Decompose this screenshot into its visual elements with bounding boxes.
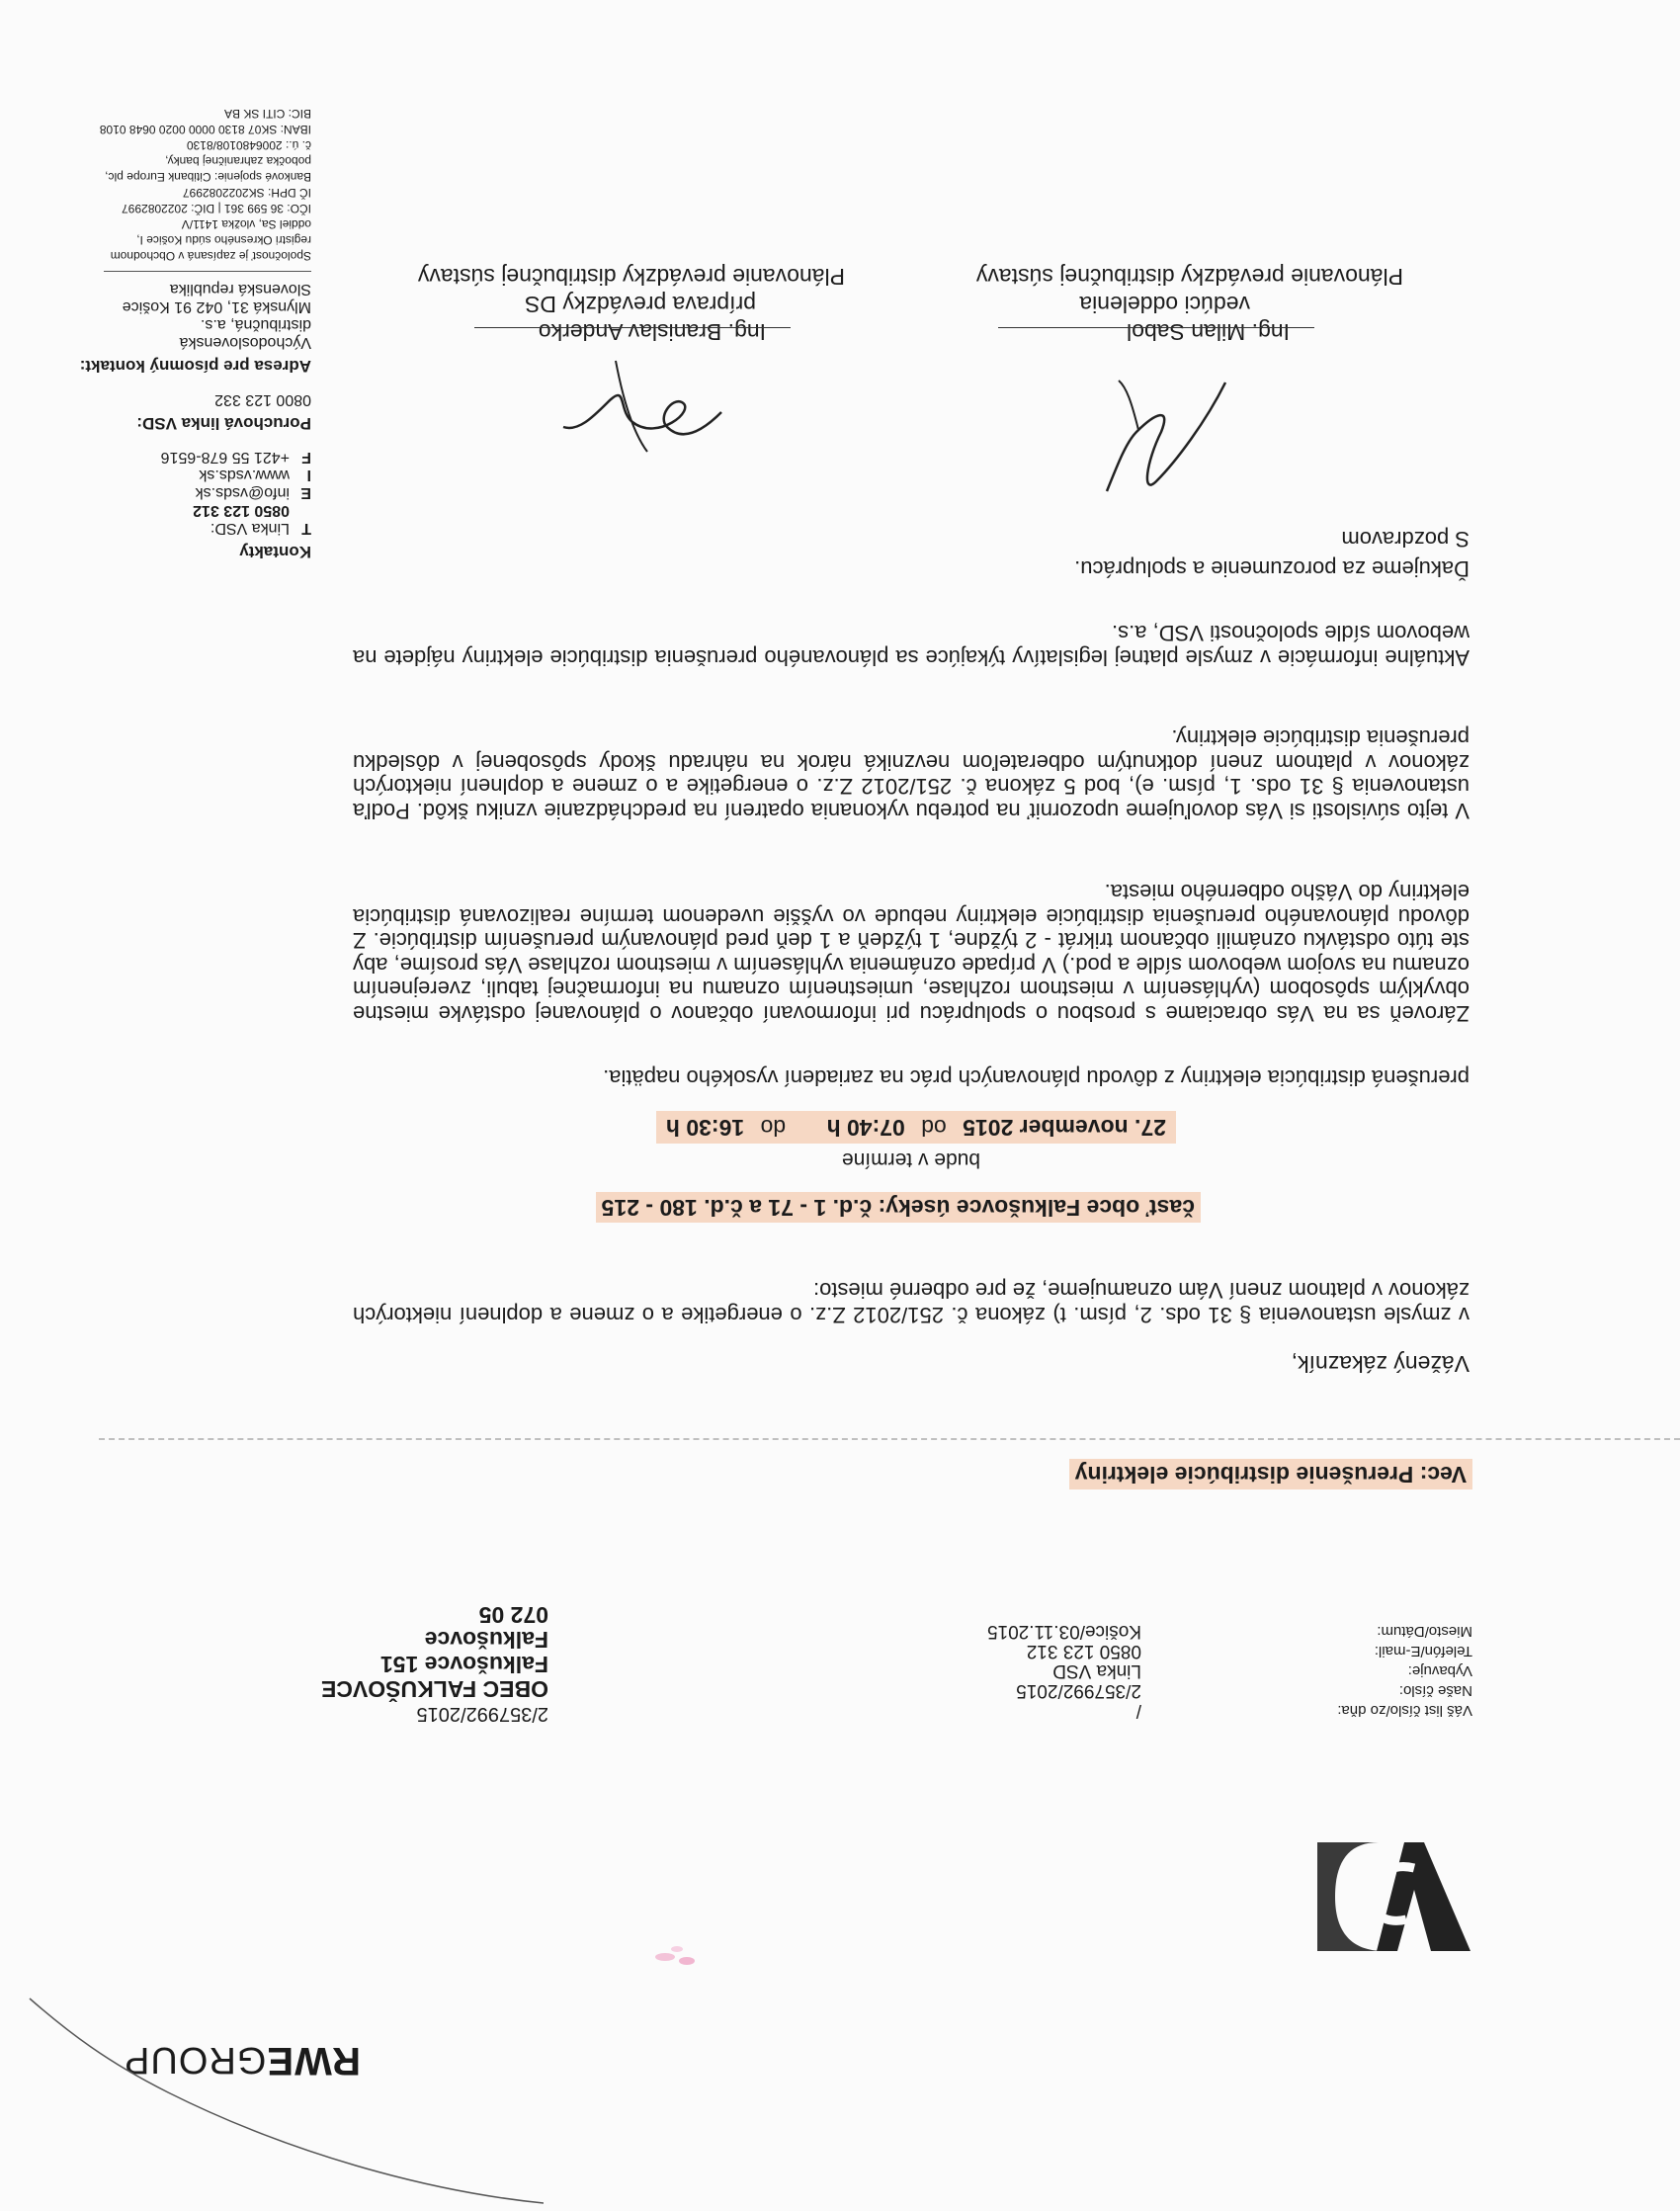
thanks-line: Ďakujeme za porozumenie a spoluprácu. xyxy=(1074,556,1470,581)
legal-line: IČ DPH: SK2022082997 xyxy=(182,186,311,200)
legal-line: IČO: 36 599 361 | DIČ: 2022082997 xyxy=(122,202,311,215)
contact-phone-value: 0850 123 312 xyxy=(193,502,290,519)
closing-line: S pozdravom xyxy=(1341,527,1470,552)
phone-value: 0850 123 312 xyxy=(1026,1641,1141,1661)
greeting: Vážený zákazník, xyxy=(1291,1351,1470,1377)
reason-text: prerušená distribúcia elektriny z dôvodu plánovaných prác na zariadení vysokého napätia. xyxy=(603,1065,1470,1090)
signature-sabol-icon xyxy=(1087,373,1235,501)
your-letter-value: / xyxy=(1135,1700,1141,1721)
legal-line: Bankové spojenie: Citibank Europe plc, xyxy=(105,170,311,184)
term-to: 16:30 h xyxy=(665,1115,745,1141)
pen-stroke-icon xyxy=(0,1994,544,2211)
rwe-group-logo: RWEGROUP xyxy=(124,2039,361,2083)
recipient-name: OBEC FALKUŠOVCE xyxy=(320,1676,548,1702)
contacts-divider xyxy=(104,271,311,272)
vsd-logo-icon xyxy=(1312,1835,1475,1959)
damage-notice-paragraph: V tejto súvislosti si Vás dovoľujeme upozorniť na potrebu vykonania opatrení na predchádzanie vzniku škôd. Podľa ustanovenia § 31 ods. 1, písm. e), bod 5 zákona č. 251/2012 Z.z. o energetike a o zmene a doplnení niektorých zákonov v platnom znení dotknutým odberateľom nevzniká nárok na náhradu škody spôsobenej v dôsledku prerušenia distribúcie elektriny. xyxy=(353,725,1470,823)
signatory-1-name: Ing. Milan Sabol xyxy=(1127,319,1290,345)
legal-line: oddiel Sa, vložka 1411/V xyxy=(181,217,311,231)
affected-section: časť obce Falkušovce úseky: č.d. 1 - 71 a č.d. 180 - 215 xyxy=(596,1192,1201,1223)
contact-web: I www.vsds.sk xyxy=(199,467,311,483)
intro-paragraph: v zmysle ustanovenia § 31 ods. 2, písm. t) zákona č. 251/2012 Z.z. o energetike a o zmene a doplnení niektorých zákonov v platnom znení Vám oznamujeme, že pre odberné miesto: xyxy=(353,1278,1470,1327)
address-line: Slovenská republika xyxy=(169,281,311,298)
cooperation-paragraph: Zároveň sa na Vás obraciame s prosbou o spoluprácu pri informovaní občanov o plánovanej odstávke miestne obvyklým spôsobom (vyhlásením v miestnom rozhlase, umiestnením oznamu na informačnej tabuli, zverejnením oznamu na svojom webovom sídle a pod.) V prípade oznámenia vyhlásením v miestnom rozhlase Vás prosíme, aby ste túto odstávku oznámili občanom trikrát - 2 týždne, 1 týždeň a 1 deň pred plánovaným prerušením distribúcie. Z dôvodu plánovaného prerušenia distribúcie elektriny nebude vo vyššie uvedenom termíne realizovaná distribúcia elektriny do Vášho odberného miesta. xyxy=(353,880,1470,1026)
legal-line: pobočka zahraničnej banky, xyxy=(165,154,311,168)
pink-stain-icon xyxy=(637,1939,707,1979)
address-line: distribučná, a.s. xyxy=(200,316,311,333)
recipient-street: Falkušovce 151 xyxy=(379,1652,548,1677)
address-heading: Adresa pre písomný kontakt: xyxy=(79,357,311,376)
term-to-label: do xyxy=(760,1115,787,1141)
signatory-1-rule xyxy=(998,327,1314,328)
your-letter-label: Váš list číslo/zo dňa: xyxy=(1337,1702,1472,1719)
signatory-1-role: vedúci oddelenia xyxy=(1079,292,1250,317)
subject-line: Vec: Prerušenie distribúcie elektriny xyxy=(1069,1459,1472,1489)
legal-line: č. ú.: 2006480108/8130 xyxy=(186,138,311,152)
info-paragraph: Aktuálne informácie v zmysle platnej legislatívy týkajúce sa plánovaného prerušenia distribúcie elektriny nájdete na webovom sídle spoločnosti VSD, a.s. xyxy=(353,621,1470,670)
legal-line: BIC: CITI SK BA xyxy=(223,107,311,121)
signatory-2-role: príprava prevádzky DS xyxy=(525,292,756,317)
fold-rule xyxy=(99,1438,1680,1440)
contact-email: E info@vsds.sk xyxy=(195,484,311,501)
legal-line: registri Okresného súdu Košice I, xyxy=(136,233,311,247)
legal-line: Spoločnosť je zapísaná v Obchodnom xyxy=(110,249,311,263)
phone-label: Telefón/E-mail: xyxy=(1374,1643,1472,1659)
place-date-label: Miesto/Dátum: xyxy=(1377,1623,1472,1640)
term-label: bude v termíne xyxy=(841,1148,981,1171)
contacts-heading: Kontakty xyxy=(239,543,311,561)
hotline-value: 0800 123 332 xyxy=(214,391,311,408)
contact-fax: F +421 55 678-6516 xyxy=(160,449,311,466)
recipient-postcode: 072 05 xyxy=(478,1602,548,1628)
address-line: Východoslovenská xyxy=(179,334,311,351)
handled-by-value: Linka VSD xyxy=(1052,1660,1141,1681)
handled-by-label: Vybavuje: xyxy=(1407,1662,1472,1679)
term-from-label: od xyxy=(921,1115,947,1141)
legal-line: IBAN: SK07 8130 0000 0020 0648 0108 xyxy=(99,123,311,136)
hotline-heading: Poruchová linka VSD: xyxy=(136,414,311,433)
signatory-1-department: Plánovanie prevádzky distribučnej sústavy xyxy=(975,264,1403,290)
recipient-ref: 2/357992/2015 xyxy=(416,1703,548,1725)
our-number-label: Naše číslo: xyxy=(1398,1682,1472,1699)
signatory-2-rule xyxy=(474,327,791,328)
recipient-town: Falkušovce xyxy=(424,1627,548,1653)
outage-term xyxy=(656,1111,1176,1144)
place-date-value: Košice/03.11.2015 xyxy=(987,1621,1141,1642)
signatory-2-name: Ing. Branislav Anderko xyxy=(538,319,766,345)
term-date: 27. november 2015 xyxy=(963,1115,1166,1141)
signatory-2-department: Plánovanie prevádzky distribučnej sústavy xyxy=(417,264,845,290)
term-from: 07:40 h xyxy=(826,1115,905,1141)
contact-phone: T Linka VSD: xyxy=(210,520,311,537)
our-number-value: 2/357992/2015 xyxy=(1016,1680,1141,1701)
address-line: Mlynská 31, 042 91 Košice xyxy=(122,298,311,315)
contacts-column xyxy=(15,107,311,570)
signature-anderko-icon xyxy=(558,353,726,471)
